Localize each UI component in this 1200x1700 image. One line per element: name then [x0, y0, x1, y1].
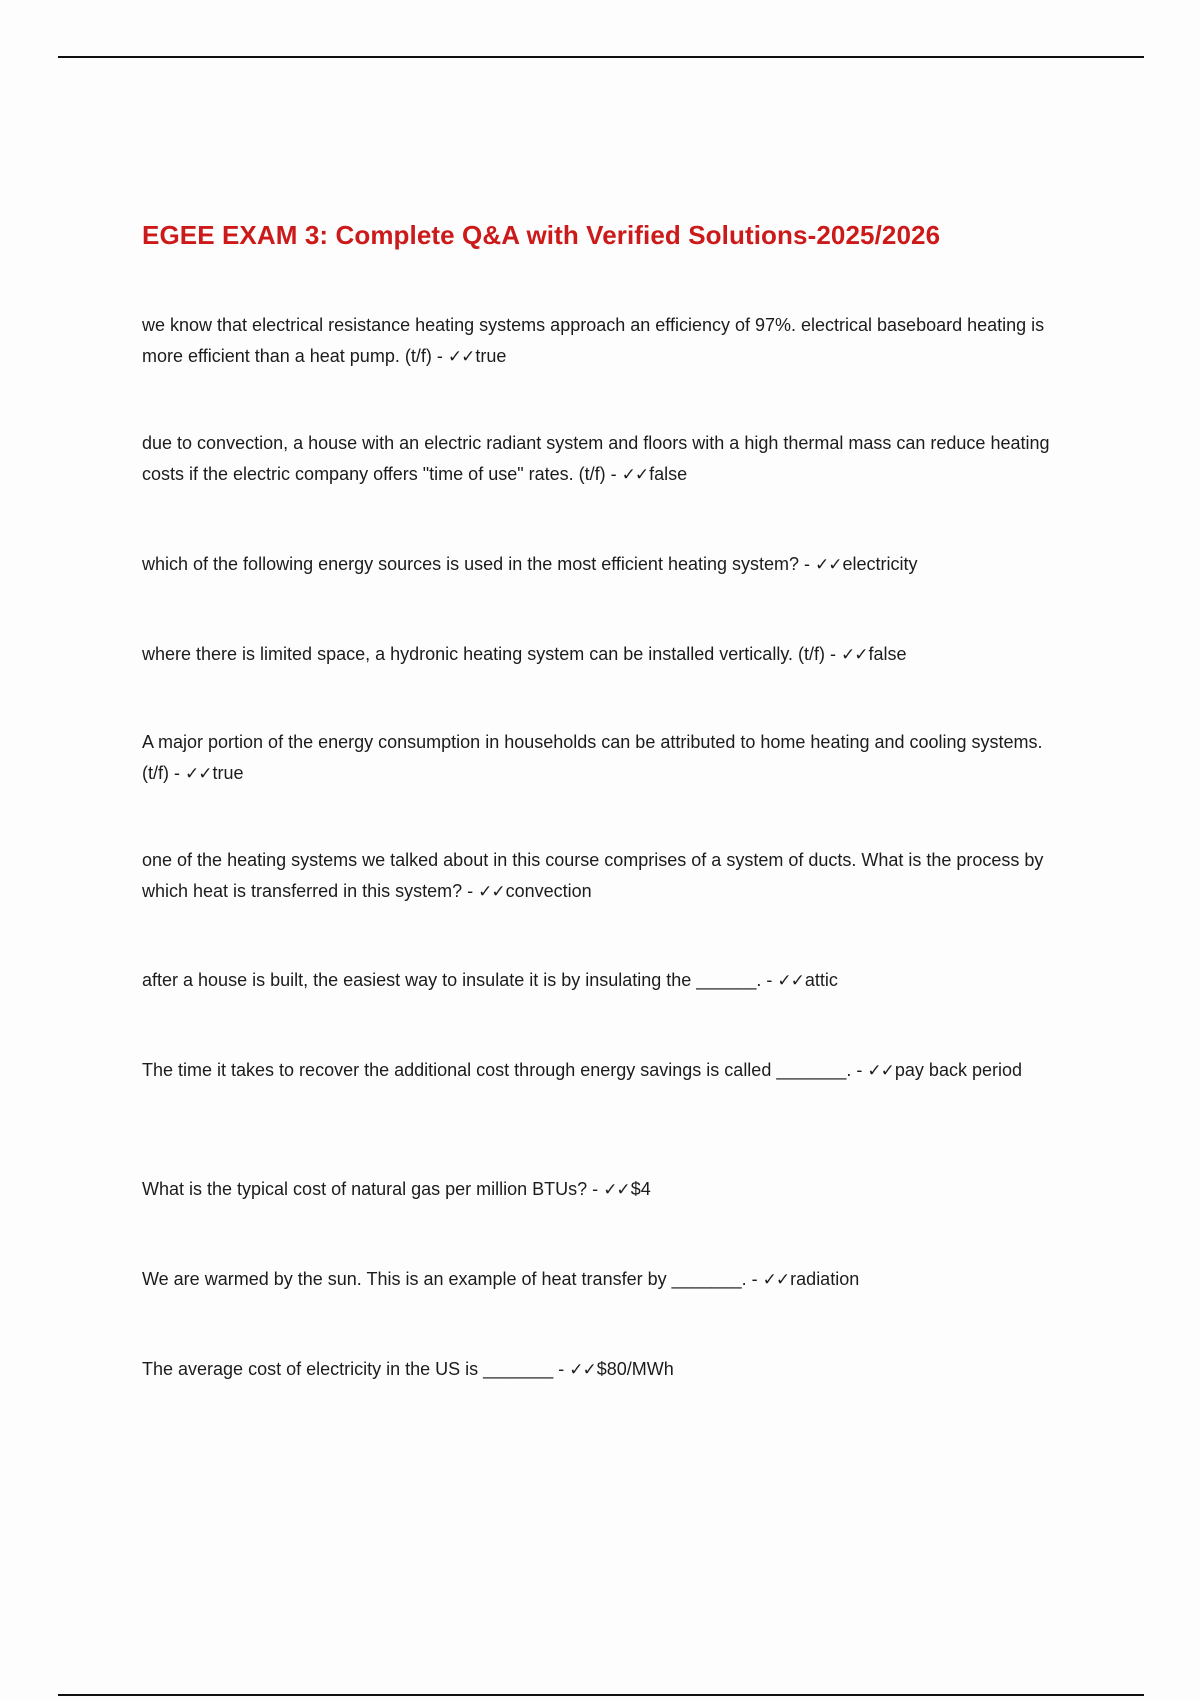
answer-text: $4 — [630, 1179, 651, 1199]
check-marks-icon: ✓✓ — [762, 1270, 790, 1290]
check-marks-icon: ✓✓ — [447, 347, 475, 367]
question-text: A major portion of the energy consumption in households can be attributed to home heating and cooling systems. (t/f) - — [142, 732, 1043, 783]
answer-text: $80/MWh — [596, 1359, 674, 1379]
check-marks-icon: ✓✓ — [867, 1061, 894, 1081]
check-marks-icon: ✓✓ — [777, 971, 804, 991]
check-marks-icon: ✓✓ — [569, 1360, 596, 1380]
answer-text: radiation — [790, 1269, 860, 1289]
qa-item — [142, 727, 1062, 790]
qa-item — [142, 1264, 1062, 1296]
check-marks-icon: ✓✓ — [621, 465, 649, 485]
answer-text: pay back period — [894, 1060, 1022, 1080]
answer-text: attic — [804, 970, 838, 990]
check-marks-icon: ✓✓ — [478, 882, 505, 902]
answer-text: true — [475, 346, 507, 366]
header-rule — [58, 56, 1144, 58]
qa-item — [142, 1055, 1062, 1087]
answer-text: convection — [505, 881, 592, 901]
qa-item — [142, 965, 1062, 997]
question-text: due to convection, a house with an electric radiant system and floors with a high thermal mass can reduce heating costs if the electric company offers "time of use" rates. (t/f) - — [142, 433, 1050, 484]
question-text: The average cost of electricity in the US is _______ - — [142, 1359, 570, 1379]
answer-text: false — [868, 644, 907, 664]
qa-item — [142, 1354, 1062, 1386]
question-text: which of the following energy sources is used in the most efficient heating system? - — [142, 554, 816, 574]
answer-text: true — [212, 763, 244, 783]
answer-text: electricity — [842, 554, 918, 574]
qa-item — [142, 310, 1062, 373]
qa-item — [142, 845, 1062, 908]
check-marks-icon: ✓✓ — [185, 764, 212, 784]
qa-item — [142, 1174, 1062, 1206]
qa-item — [142, 549, 1062, 581]
question-text: We are warmed by the sun. This is an example of heat transfer by _______. - — [142, 1269, 763, 1289]
footer-rule — [58, 1694, 1144, 1696]
check-marks-icon: ✓✓ — [603, 1180, 630, 1200]
check-marks-icon: ✓✓ — [815, 555, 842, 575]
question-text: we know that electrical resistance heating systems approach an efficiency of 97%. electrical baseboard heating is more efficient than a heat pump. (t/f) - — [142, 315, 1045, 366]
document-title: EGEE EXAM 3: Complete Q&A with Verified Solutions-2025/2026 — [142, 220, 941, 250]
check-marks-icon: ✓✓ — [840, 645, 868, 665]
qa-item — [142, 639, 1062, 671]
qa-item — [142, 428, 1062, 491]
question-text: What is the typical cost of natural gas per million BTUs? - — [142, 1179, 604, 1199]
question-text: after a house is built, the easiest way to insulate it is by insulating the ______. - — [142, 970, 778, 990]
question-text: one of the heating systems we talked about in this course comprises of a system of ducts. What is the process by which heat is transferred in this system? - — [142, 850, 1044, 901]
answer-text: false — [649, 464, 688, 484]
question-text: The time it takes to recover the additional cost through energy savings is called _______. - — [142, 1060, 868, 1080]
question-text: where there is limited space, a hydronic heating system can be installed vertically. (t/f) - — [142, 644, 841, 664]
